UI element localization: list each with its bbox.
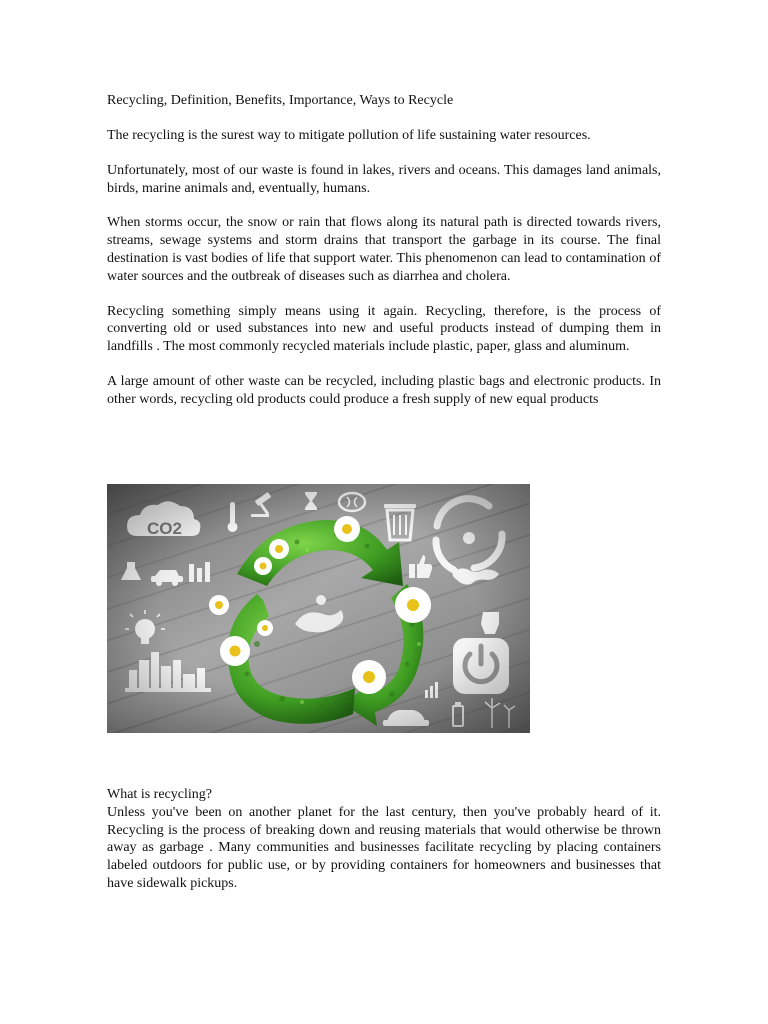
paragraph-1: The recycling is the surest way to mitigate pollution of life sustaining water resources. [107, 128, 591, 143]
what-is-recycling-section [107, 786, 661, 893]
paragraph-3: When storms occur, the snow or rain that flows along its natural path is directed towards rivers, streams, sewage systems and storm drains that transport the garbage in its course. The final destination is vast bodies of life that support water. This phenomenon can lead to contamination of water sources and the outbreak of diseases such as diarrhea and cholera. [107, 215, 661, 284]
recycling-illustration-svg [107, 484, 530, 733]
document-body [107, 92, 661, 426]
recycling-illustration [107, 484, 530, 733]
section-heading: What is recycling? [107, 787, 212, 802]
paragraph-2: Unfortunately, most of our waste is found in lakes, rivers and oceans. This damages land animals, birds, marine animals and, eventually, humans. [107, 162, 661, 196]
document-title: Recycling, Definition, Benefits, Importance, Ways to Recycle [107, 93, 454, 108]
paragraph-4: Recycling something simply means using it again. Recycling, therefore, is the process of converting old or used substances into new and useful products instead of dumping them in landfills . The most commonly recycled materials include plastic, paper, glass and aluminum. [107, 303, 661, 355]
paragraph-5: A large amount of other waste can be recycled, including plastic bags and electronic products. In other words, recycling old products could produce a fresh supply of new equal products [107, 373, 661, 407]
section-paragraph: Unless you've been on another planet for the last century, then you've probably heard of it. Recycling is the process of breaking down and reusing materials that would otherwise be thrown away as garbage . Many communities and businesses facilitate recycling by placing containers labeled outdoors for public use, or by providing containers for homeowners and businesses that have sidewalk pickups. [107, 804, 661, 891]
